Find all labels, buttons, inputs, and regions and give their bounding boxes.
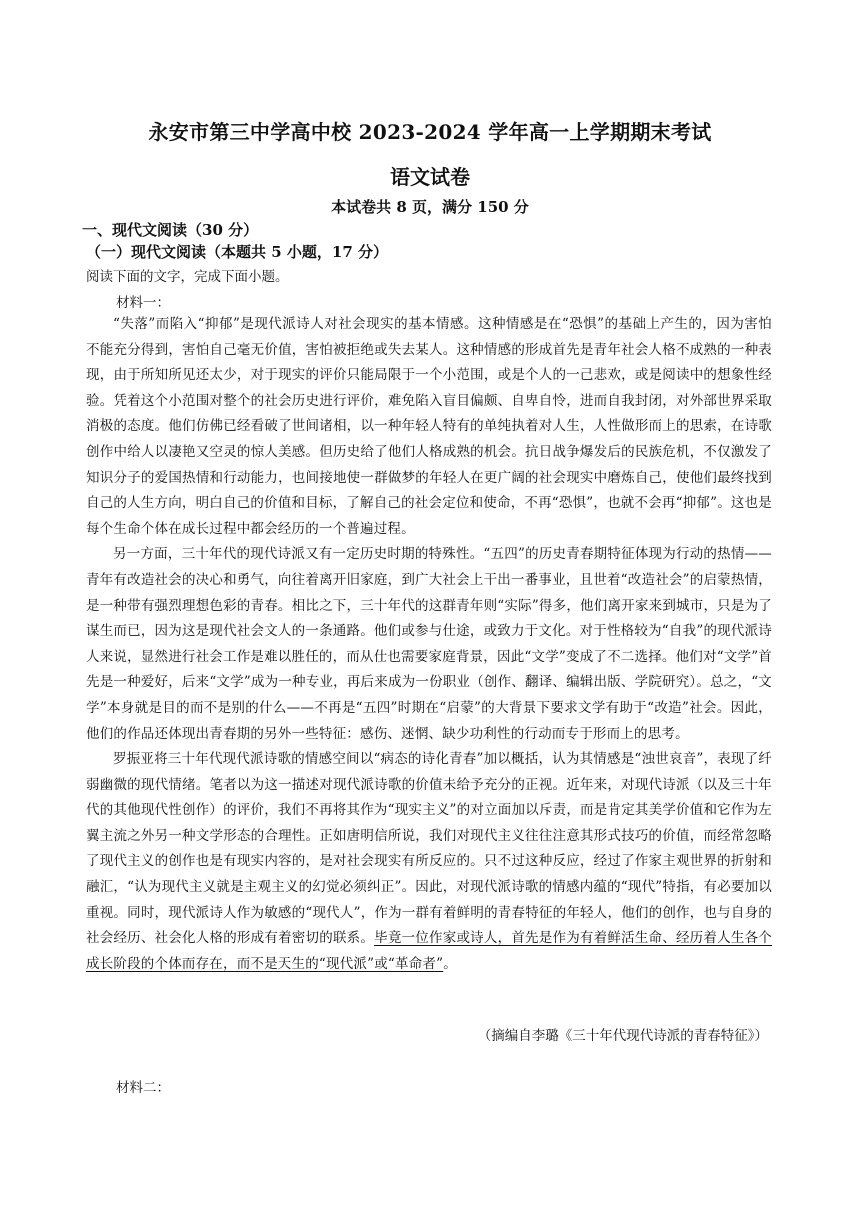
paragraph-3-end: 。 <box>443 955 457 972</box>
exam-title: 永安市第三中学高中校 2023-2024 学年高一上学期期末考试 <box>148 120 712 144</box>
subject-title: 语文试卷 <box>390 165 470 189</box>
material-one-paragraph-1: “失落”而陷入“抑郁”是现代派诗人对社会现实的基本情感。这种情感是在“恐惧”的基础上产生的，因为害怕不能充分得到，害怕自己毫无价值，害怕被拒绝或失去某人。这种情感的形成首先是青年社会人格不成熟的一种表现，由于所知所见还太少，对于现实的评价只能局限于一个小范围，或是个人的一己悲欢，或是阅读中的想象性经验。凭着这个小范围对整个的社会历史进行评价，难免陷入盲目偏颇、自卑自怜，进而自我封闭，对外部世界采取消极的态度。他们仿佛已经看破了世间诸相，以一种年轻人特有的单纯执着对人生，人性做形而上的思索，在诗歌创作中给人以凄艳又空灵的惊人美感。但历史给了他们人格成熟的机会。抗日战争爆发后的民族危机，不仅激发了知识分子的爱国热情和行动能力，也间接地使一群做梦的年轻人在更广阔的社会现实中磨炼自己，使他们最终找到自己的人生方向，明白自己的价值和目标，了解自己的社会定位和使命，不再“恐惧”，也就不会再“抑郁”。这也是每个生命个体在成长过程中都会经历的一个普遍过程。 <box>86 316 773 537</box>
material-one-source: （摘编自李璐《三十年代现代诗派的青春特征》） <box>477 1028 768 1044</box>
material-one-paragraph-3 <box>86 747 772 977</box>
underlined-sentence: 毕竟一位作家或诗人，首先是作为有着鲜活生命、经历着人生各个成长阶段的个体而存在，而不是天生的“现代派”或“革命者” <box>86 930 772 972</box>
reading-instruction: 阅读下面的文字，完成下面小题。 <box>86 269 289 285</box>
material-two-label: 材料二： <box>116 1080 170 1096</box>
material-one-paragraph-2: 另一方面，三十年代的现代诗派又有一定历史时期的特殊性。“五四”的历史青春期特征体现为行动的热情——青年有改造社会的决心和勇气，向往着离开旧家庭，到广大社会上干出一番事业，且世着“改造社会”的启蒙热情，是一种带有强烈理想色彩的青春。相比之下，三十年代的这群青年则“实际”得多，他们离开家来到城市，只是为了谋生而已，因为这是现代社会文人的一条通路。他们或参与仕途，或致力于文化。对于性格较为“自我”的现代派诗人来说，显然进行社会工作是难以胜任的，而从仕也需要家庭背景，因此“文学”变成了不二选择。他们对“文学”首先是一种爱好，后来“文学”成为一种专业，再后来成为一份职业（创作、翻译、编辑出版、学院研究）。总之，“文学”本身就是目的而不是别的什么——不再是“五四”时期在“启蒙”的大背景下要求文学有助于“改造”社会。因此，他们的作品还体现出青春期的另外一些特征：感伤、迷惘、缺少功利性的行动而专于形而上的思考。 <box>86 546 773 742</box>
material-one-body <box>86 312 772 977</box>
material-one-label: 材料一： <box>116 295 170 311</box>
paragraph-3-text: 罗振亚将三十年代现代派诗歌的情感空间以“病态的诗化青春”加以概括，认为其情感是“浊世哀音”，表现了纤弱幽微的现代情绪。笔者以为这一描述对现代派诗歌的价值未给予充分的正视。近年来，对现代诗派（以及三十年代的其他现代性创作）的评价，我们不再将其作为“现实主义”的对立面加以斥责，而是肯定其美学价值和它作为左翼主流之外另一种文学形态的合理性。正如唐明信所说，我们对现代主义往往注意其形式技巧的价值，而经常忽略了现代主义的创作也是有现实内容的，是对社会现实有所反应的。只不过这种反应，经过了作家主观世界的折射和融汇，“认为现代主义就是主观主义的幻觉必须纠正”。因此，对现代派诗歌的情感内蕴的“现代”特指，有必要加以重视。同时，现代派诗人作为敏感的“现代人”，作为一群有着鲜明的青春特征的年轻人，他们的创作，也与自身的社会经历、社会化人格的形成有着密切的联系。 <box>86 751 773 947</box>
paper-info: 本试卷共 8 页，满分 150 分 <box>331 198 529 216</box>
section-heading-part1: 一、现代文阅读（30 分） <box>82 221 259 239</box>
section-heading-part1-sub: （一）现代文阅读（本题共 5 小题，17 分） <box>86 243 388 261</box>
